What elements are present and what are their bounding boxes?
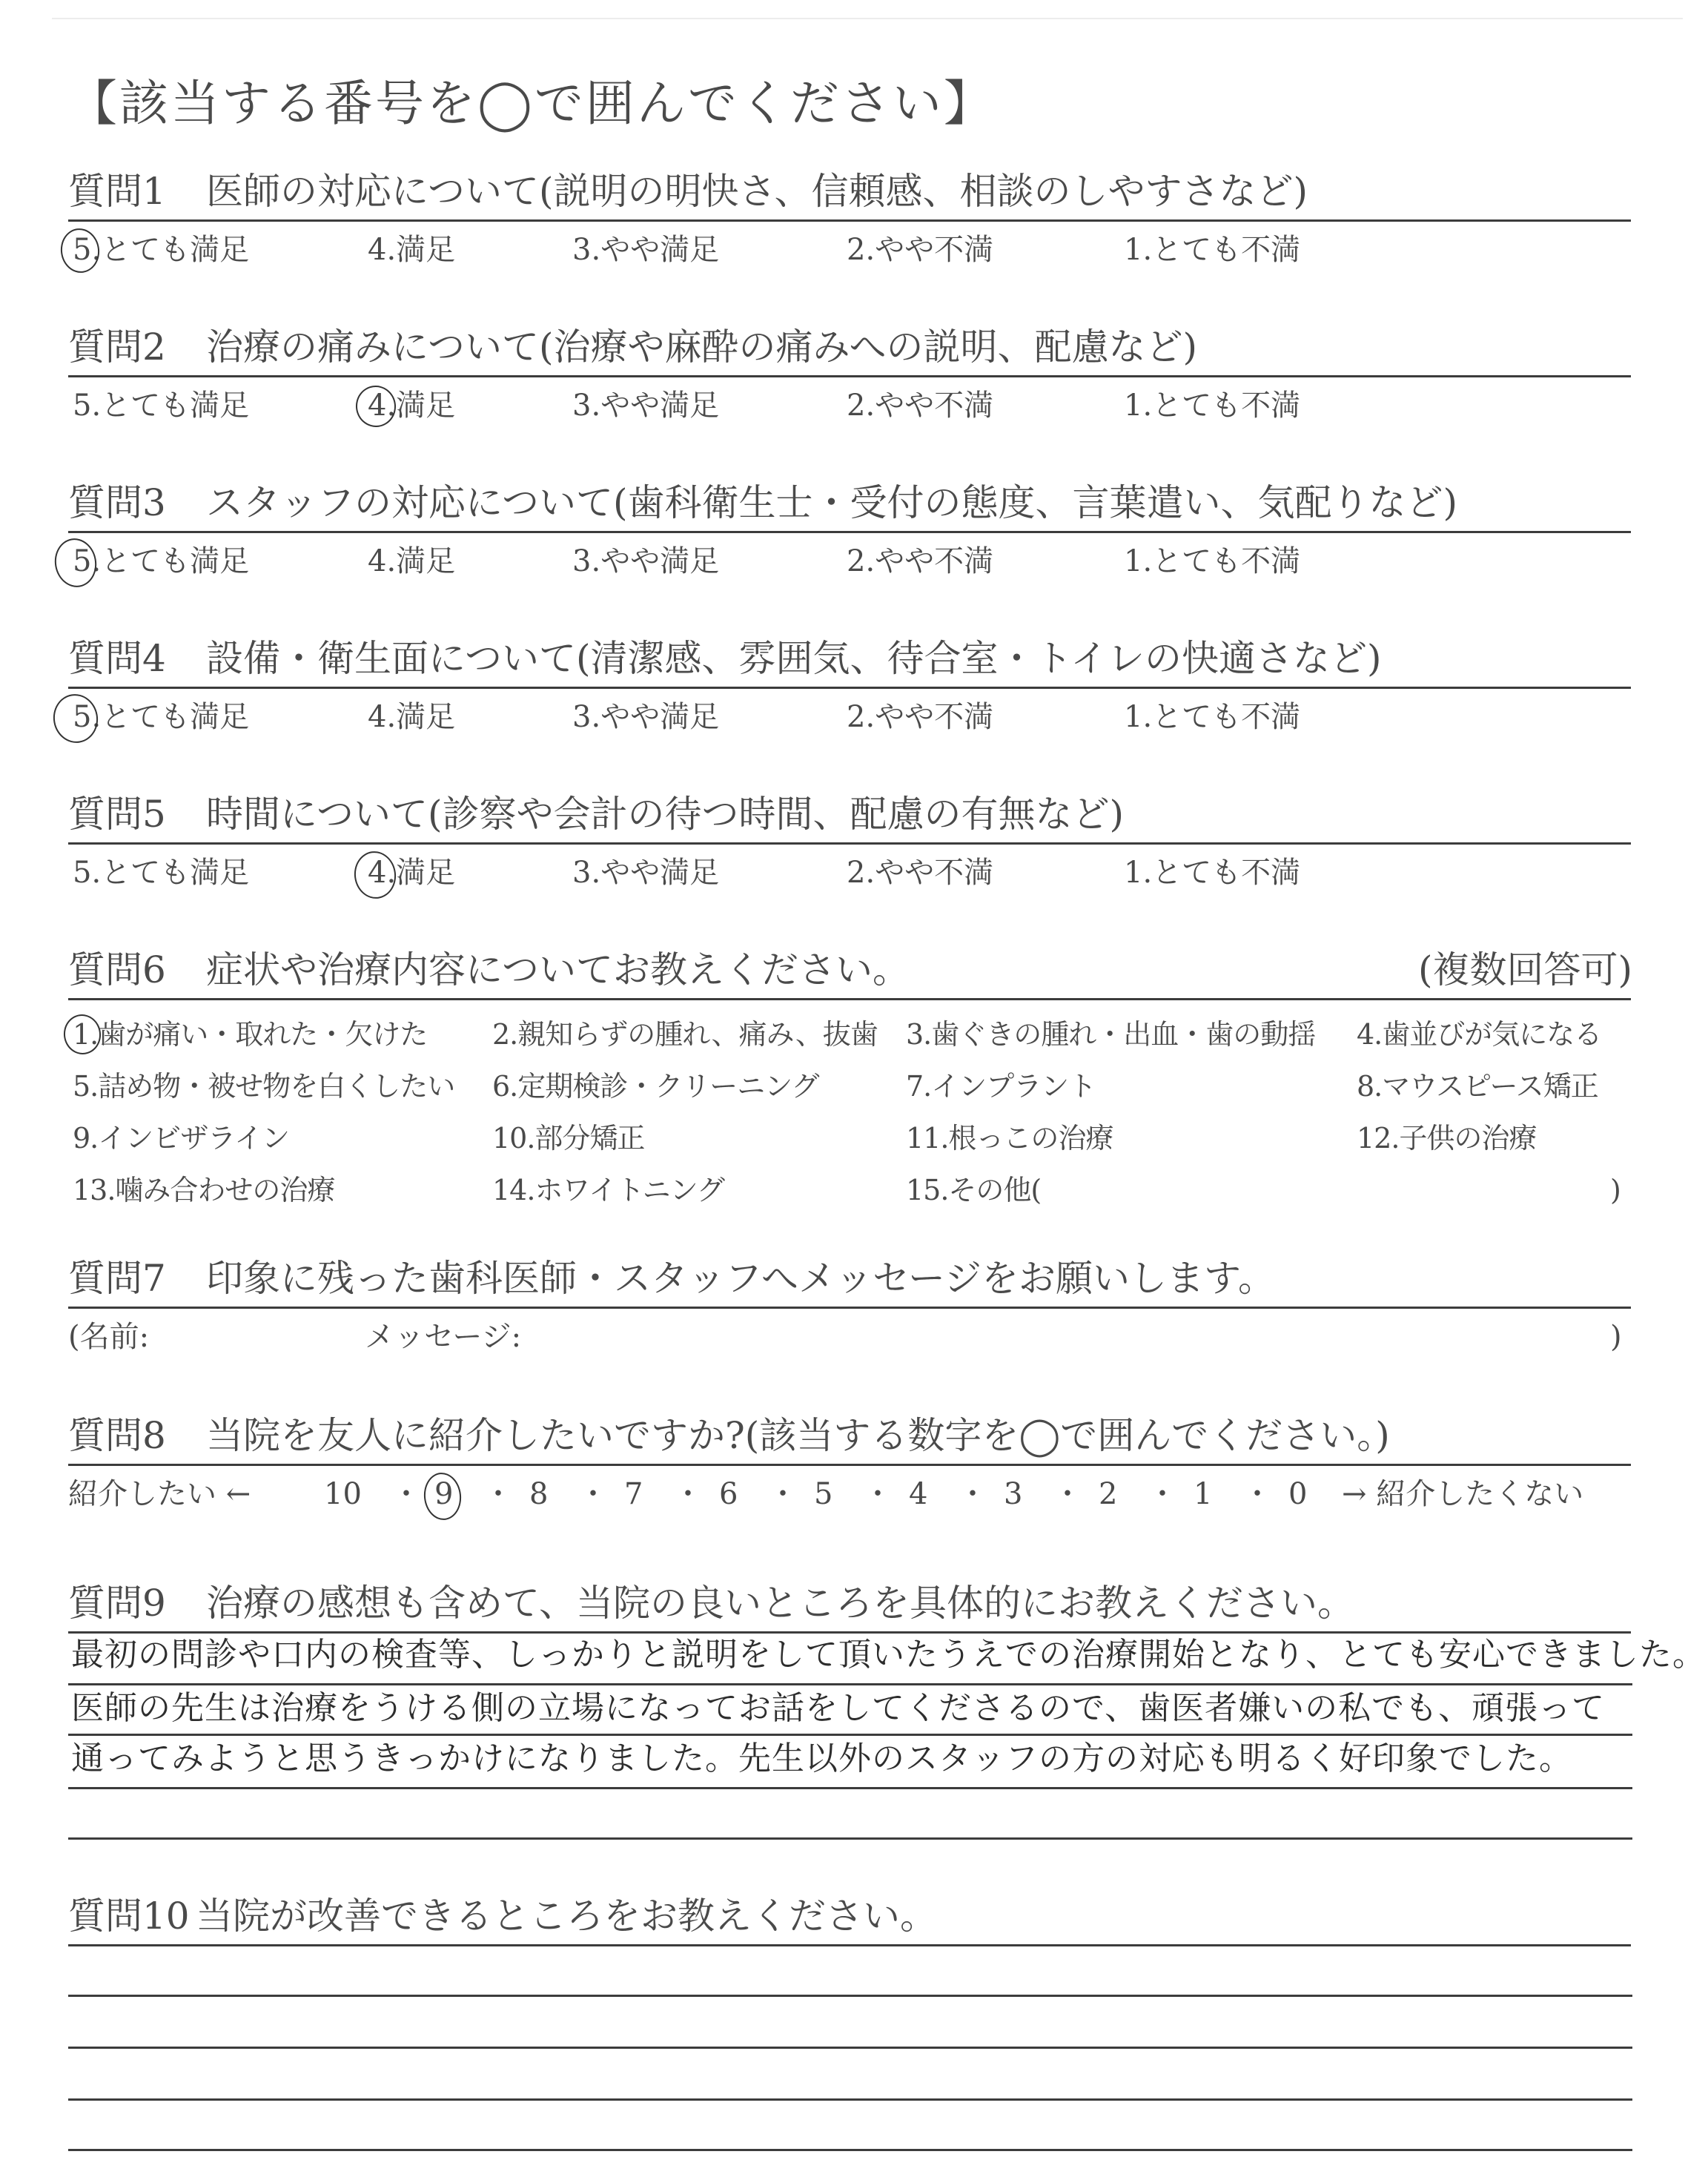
scale-dot: ・ (391, 1477, 421, 1511)
question-rule (68, 531, 1631, 533)
scale-dot: ・ (1053, 1477, 1082, 1511)
scale-left-label: 紹介したい ← (68, 1477, 251, 1511)
question-number: 質問1 (68, 170, 166, 213)
question-title: 時間について(診察や会計の待つ時間、配慮の有無など) (206, 793, 1125, 836)
question-number: 質問6 (68, 948, 166, 991)
question-8 (68, 1413, 1632, 1511)
option-1[interactable]: 1.とても不満 (1124, 856, 1301, 890)
scale-value-5[interactable]: 5 (814, 1477, 833, 1511)
handwritten-answer-line: 医師の先生は治療をうける側の立場になってお話をしてくださるので、歯医者嫌いの私でも、頑張って (71, 1689, 1606, 1727)
question-number: 質問3 (68, 481, 166, 524)
question-rule (68, 219, 1631, 222)
recommend-scale (68, 1476, 1632, 1513)
option-4[interactable]: 4.満足 (368, 389, 456, 423)
option-5[interactable]: 5.とても満足 (73, 856, 250, 890)
message-label: メッセージ: (365, 1320, 522, 1354)
option-5[interactable]: 5.とても満足 (73, 233, 250, 267)
option-1[interactable]: 1.歯が痛い・取れた・欠けた (73, 1018, 428, 1051)
option-4[interactable]: 4.満足 (368, 700, 456, 734)
writing-line (68, 2098, 1632, 2101)
scale-value-7[interactable]: 7 (624, 1477, 643, 1511)
question-rule (68, 375, 1631, 377)
question-title: 治療の感想も含めて、当院の良いところを具体的にお教えください。 (206, 1582, 1354, 1625)
question-number: 質問9 (68, 1582, 166, 1625)
scale-value-10[interactable]: 10 (324, 1477, 362, 1511)
scale-value-9[interactable]: 9 (434, 1477, 454, 1511)
writing-line (68, 1787, 1632, 1789)
option-3[interactable]: 3.やや満足 (572, 544, 720, 578)
question-9 (68, 1581, 1632, 1640)
writing-line (68, 1683, 1632, 1685)
question-rule (68, 1307, 1631, 1309)
question-rule (68, 1631, 1631, 1634)
scale-dot: ・ (768, 1477, 798, 1511)
option-2[interactable]: 2.やや不満 (847, 389, 994, 423)
close-paren: ) (1610, 1320, 1622, 1354)
question-number: 質問4 (68, 637, 166, 680)
option-4[interactable]: 4.歯並びが気になる (1357, 1018, 1602, 1051)
option-12[interactable]: 12.子供の治療 (1357, 1122, 1537, 1155)
name-label: (名前: (68, 1320, 150, 1354)
question-rule (68, 1464, 1631, 1466)
question-10 (68, 1894, 1632, 1953)
option-13[interactable]: 13.噛み合わせの治療 (73, 1174, 335, 1206)
option-8[interactable]: 8.マウスピース矯正 (1357, 1070, 1598, 1103)
question-title: 症状や治療内容についてお教えください。 (206, 948, 910, 991)
scale-dot: ・ (673, 1477, 703, 1511)
writing-line (68, 2047, 1632, 2049)
scale-value-4[interactable]: 4 (909, 1477, 928, 1511)
option-1[interactable]: 1.とても不満 (1124, 544, 1301, 578)
question-7 (68, 1256, 1632, 1354)
option-10[interactable]: 10.部分矯正 (492, 1122, 645, 1155)
option-2[interactable]: 2.やや不満 (847, 233, 994, 267)
option-1[interactable]: 1.とても不満 (1124, 389, 1301, 423)
question-number: 質問5 (68, 793, 166, 836)
writing-line (68, 1995, 1632, 1997)
option-7[interactable]: 7.インプラント (906, 1070, 1096, 1103)
option-1[interactable]: 1.とても不満 (1124, 700, 1301, 734)
question-title: 設備・衛生面について(清潔感、雰囲気、待合室・トイレの快適さなど) (206, 637, 1382, 680)
scale-dot: ・ (1148, 1477, 1177, 1511)
scale-value-2[interactable]: 2 (1099, 1477, 1118, 1511)
option-3[interactable]: 3.歯ぐきの腫れ・出血・歯の動揺 (906, 1018, 1316, 1051)
scale-dot: ・ (958, 1477, 987, 1511)
scale-dot: ・ (578, 1477, 608, 1511)
scale-value-1[interactable]: 1 (1194, 1477, 1213, 1511)
option-6[interactable]: 6.定期検診・クリーニング (492, 1070, 819, 1103)
question-6 (68, 948, 1632, 1229)
handwritten-answer-line: 通ってみようと思うきっかけになりました。先生以外のスタッフの方の対応も明るく好印象でした。 (71, 1740, 1572, 1777)
option-2[interactable]: 2.親知らずの腫れ、痛み、抜歯 (492, 1018, 878, 1051)
question-title: 当院が改善できるところをお教えください。 (196, 1895, 937, 1938)
other-close-paren: ) (1610, 1174, 1621, 1206)
option-9[interactable]: 9.インビザライン (73, 1122, 290, 1155)
option-3[interactable]: 3.やや満足 (572, 233, 720, 267)
question-rule (68, 1944, 1631, 1946)
question-5 (68, 792, 1632, 890)
question-title: 当院を友人に紹介したいですか?(該当する数字を◯で囲んでください。) (206, 1414, 1390, 1457)
top-edge-rule (52, 18, 1683, 19)
question-2 (68, 325, 1632, 423)
option-3[interactable]: 3.やや満足 (572, 389, 720, 423)
writing-line (68, 1734, 1632, 1736)
option-2[interactable]: 2.やや不満 (847, 544, 994, 578)
scale-value-0[interactable]: 0 (1288, 1477, 1308, 1511)
instruction-heading: 【該当する番号を◯で囲んでください】 (68, 75, 995, 132)
question-1 (68, 169, 1632, 267)
option-5[interactable]: 5.とても満足 (73, 389, 250, 423)
option-11[interactable]: 11.根っこの治療 (906, 1122, 1113, 1155)
option-4[interactable]: 4.満足 (368, 544, 456, 578)
scale-right-label: → 紹介したくない (1342, 1477, 1584, 1511)
writing-line (68, 2149, 1632, 2151)
question-rule (68, 842, 1631, 845)
question-number: 質問8 (68, 1414, 166, 1457)
question-title: 印象に残った歯科医師・スタッフへメッセージをお願いします。 (206, 1257, 1275, 1300)
scale-value-6[interactable]: 6 (719, 1477, 738, 1511)
option-3[interactable]: 3.やや満足 (572, 700, 720, 734)
option-5[interactable]: 5.詰め物・被せ物を白くしたい (73, 1070, 455, 1103)
scale-value-3[interactable]: 3 (1004, 1477, 1023, 1511)
question-number: 質問10 (68, 1895, 190, 1938)
question-title: スタッフの対応について(歯科衛生士・受付の態度、言葉遣い、気配りなど) (206, 481, 1458, 524)
option-15[interactable]: 15.その他( (906, 1174, 1042, 1206)
option-5[interactable]: 5.とても満足 (73, 700, 250, 734)
handwritten-answer-line: 最初の問診や口内の検査等、しっかりと説明をして頂いたうえでの治療開始となり、とても安心できました。 (71, 1636, 1706, 1674)
question-title: 医師の対応について(説明の明快さ、信頼感、相談のしやすさなど) (206, 170, 1308, 213)
question-4 (68, 636, 1632, 734)
scale-dot: ・ (483, 1477, 513, 1511)
question-rule (68, 998, 1631, 1000)
option-1[interactable]: 1.とても不満 (1124, 233, 1301, 267)
question-number: 質問7 (68, 1257, 166, 1300)
scale-dot: ・ (1242, 1477, 1272, 1511)
option-4[interactable]: 4.満足 (368, 233, 456, 267)
option-2[interactable]: 2.やや不満 (847, 700, 994, 734)
option-3[interactable]: 3.やや満足 (572, 856, 720, 890)
scale-dot: ・ (863, 1477, 893, 1511)
question-title: 治療の痛みについて(治療や麻酔の痛みへの説明、配慮など) (206, 326, 1198, 369)
question-3 (68, 480, 1632, 578)
option-5[interactable]: 5.とても満足 (73, 544, 250, 578)
multiple-answer-note: (複数回答可) (1417, 948, 1632, 991)
option-2[interactable]: 2.やや不満 (847, 856, 994, 890)
option-4[interactable]: 4.満足 (368, 856, 456, 890)
question-number: 質問2 (68, 326, 166, 369)
writing-line (68, 1837, 1632, 1840)
scale-value-8[interactable]: 8 (529, 1477, 549, 1511)
question-rule (68, 687, 1631, 689)
option-14[interactable]: 14.ホワイトニング (492, 1174, 725, 1206)
